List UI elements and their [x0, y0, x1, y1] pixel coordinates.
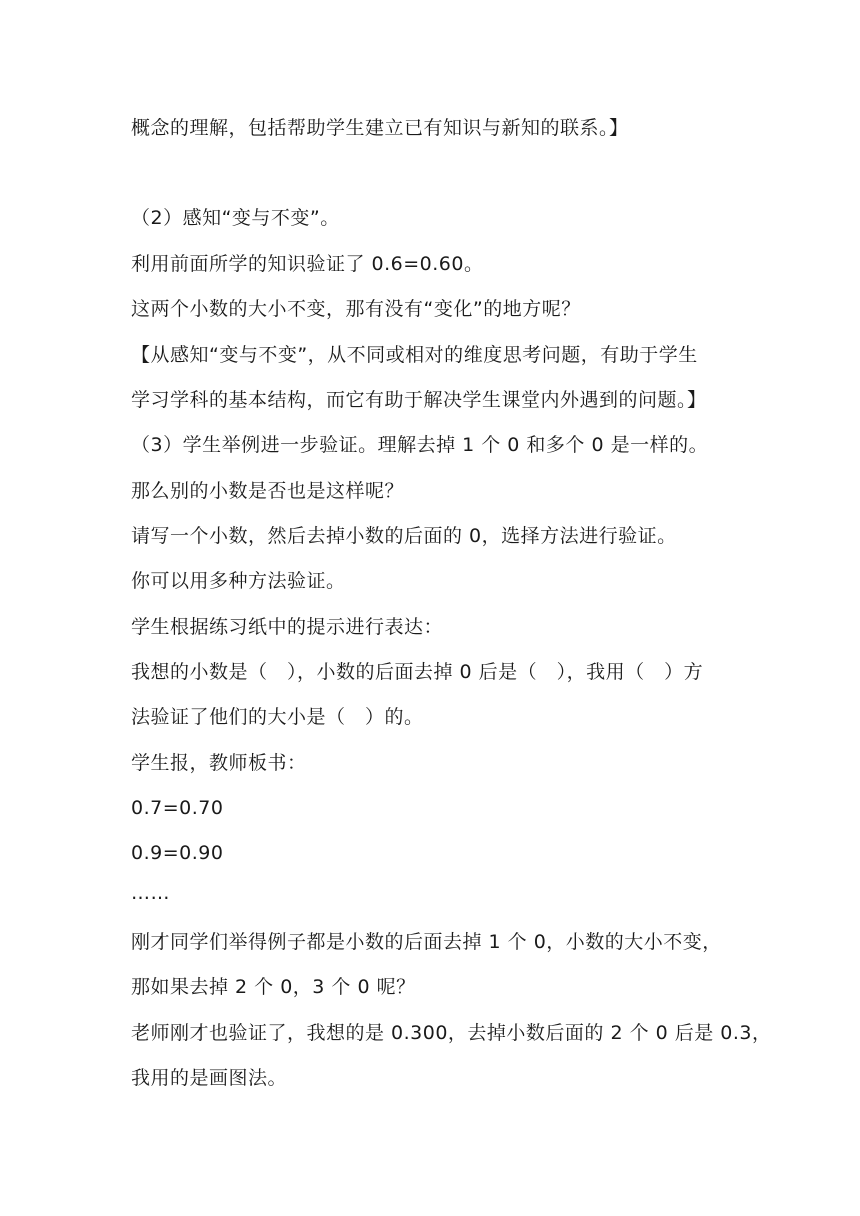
- text-line-methods: 你可以用多种方法验证。: [131, 570, 346, 592]
- text-line-question: 这两个小数的大小不变，那有没有“变化”的地方呢？: [131, 298, 581, 320]
- equation-1: 0.7=0.70: [131, 797, 224, 819]
- heading-student-examples: （3）学生举例进一步验证。理解去掉 1 个 0 和多个 0 是一样的。: [131, 434, 709, 456]
- equation-2: 0.9=0.90: [131, 842, 224, 864]
- text-line-express: 学生根据练习纸中的提示进行表达：: [131, 616, 444, 638]
- note-line-2: 学习学科的基本结构，而它有助于解决学生课堂内外遇到的问题。】: [131, 389, 707, 411]
- text-line-remove-more: 那如果去掉 2 个 0，3 个 0 呢？: [131, 976, 416, 998]
- template-line-1: 我想的小数是（ ），小数的后面去掉 0 后是（ ），我用（ ）方: [131, 661, 704, 683]
- text-line-write-decimal: 请写一个小数，然后去掉小数的后面的 0，选择方法进行验证。: [131, 525, 677, 547]
- text-line-teacher-verify: 老师刚才也验证了，我想的是 0.300，去掉小数后面的 2 个 0 后是 0.3，: [131, 1022, 772, 1044]
- note-line-1: 【从感知“变与不变”，从不同或相对的维度思考问题，有助于学生: [131, 344, 698, 366]
- text-line-concept-understanding: 概念的理解，包括帮助学生建立已有知识与新知的联系。】: [131, 117, 629, 139]
- text-line-verify: 利用前面所学的知识验证了 0.6=0.60。: [131, 253, 484, 275]
- text-line-examples-summary: 刚才同学们举得例子都是小数的后面去掉 1 个 0，小数的大小不变，: [131, 931, 722, 953]
- text-line-board: 学生报，教师板书：: [131, 752, 307, 774]
- text-line-other-decimals: 那么别的小数是否也是这样呢？: [131, 480, 405, 502]
- heading-perceive-change: （2）感知“变与不变”。: [131, 207, 340, 229]
- text-line-drawing-method: 我用的是画图法。: [131, 1067, 288, 1089]
- ellipsis: ……: [131, 882, 170, 904]
- template-line-2: 法验证了他们的大小是（ ）的。: [131, 706, 424, 728]
